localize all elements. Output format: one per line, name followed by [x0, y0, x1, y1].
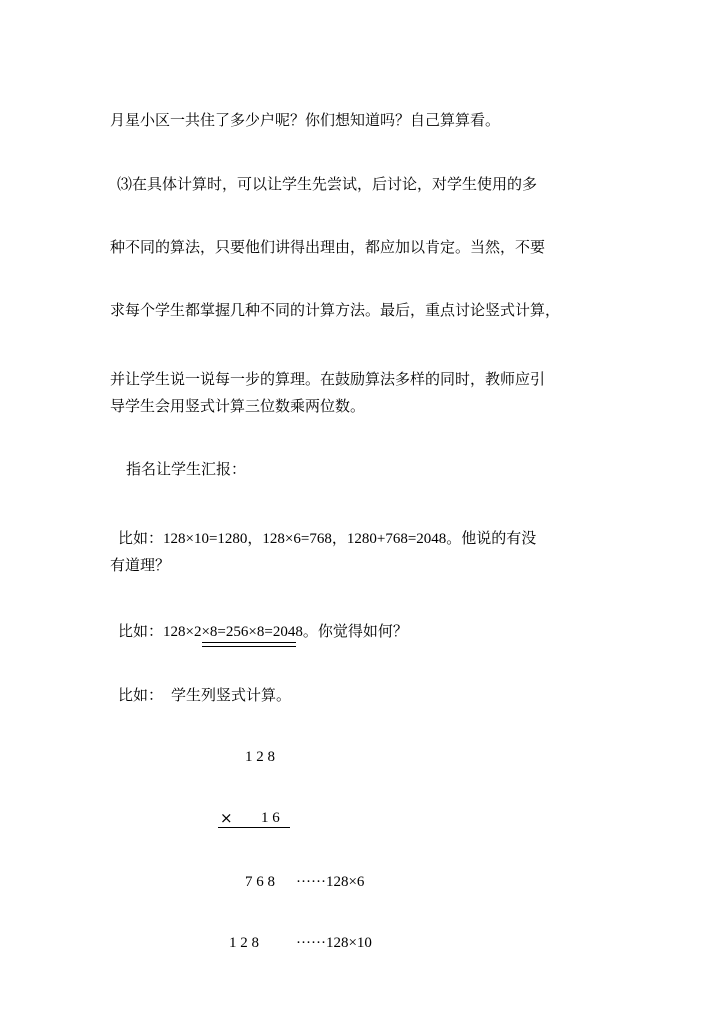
example-expression: 128×2×8=256×8=2048。 [163, 624, 318, 640]
times-sign: × [220, 809, 233, 827]
partial-product-1: 7 6 8 [245, 874, 275, 890]
example-line [118, 685, 291, 705]
example-question: 他说的有没 [461, 529, 537, 547]
example-label: 比如： [118, 622, 164, 640]
calc-line [218, 827, 290, 828]
example-expression: 128×10=1280，128×6=768，1280+768=2048。 [163, 531, 462, 547]
paragraph-line: 种不同的算法，只要他们讲得出理由，都应加以肯定。当然，不要 [110, 238, 546, 256]
example-label: 比如： [118, 686, 164, 704]
partial-product-2: 1 2 8 [229, 935, 259, 951]
multiplicand: 1 2 8 [245, 749, 275, 765]
example-label: 比如： [118, 529, 164, 547]
example-line [118, 621, 408, 642]
paragraph-line: 指名让学生汇报： [126, 460, 247, 478]
paragraph-line: 导学生会用竖式计算三位数乘两位数。 [110, 397, 366, 415]
paragraph-line: 并让学生说一说每一步的算理。在鼓励算法多样的同时，教师应引 [110, 370, 546, 388]
paragraph-line: 求每个学生都掌握几种不同的计算方法。最后，重点讨论竖式计算， [110, 301, 561, 319]
paragraph-line: ⑶在具体计算时，可以让学生先尝试，后讨论，对学生使用的多 [117, 175, 538, 193]
partial-note-2: ······128×10 [296, 935, 372, 951]
example-text: 学生列竖式计算。 [171, 686, 292, 704]
double-underline [202, 642, 296, 647]
paragraph-line: 月星小区一共住了多少户呢？你们想知道吗？自己算算看。 [110, 111, 501, 129]
partial-note-1: ······128×6 [296, 874, 365, 890]
example-line [118, 528, 536, 549]
example-question: 你觉得如何？ [317, 622, 408, 640]
multiplier: 1 6 [261, 810, 280, 826]
example-line: 有道理？ [110, 556, 171, 574]
